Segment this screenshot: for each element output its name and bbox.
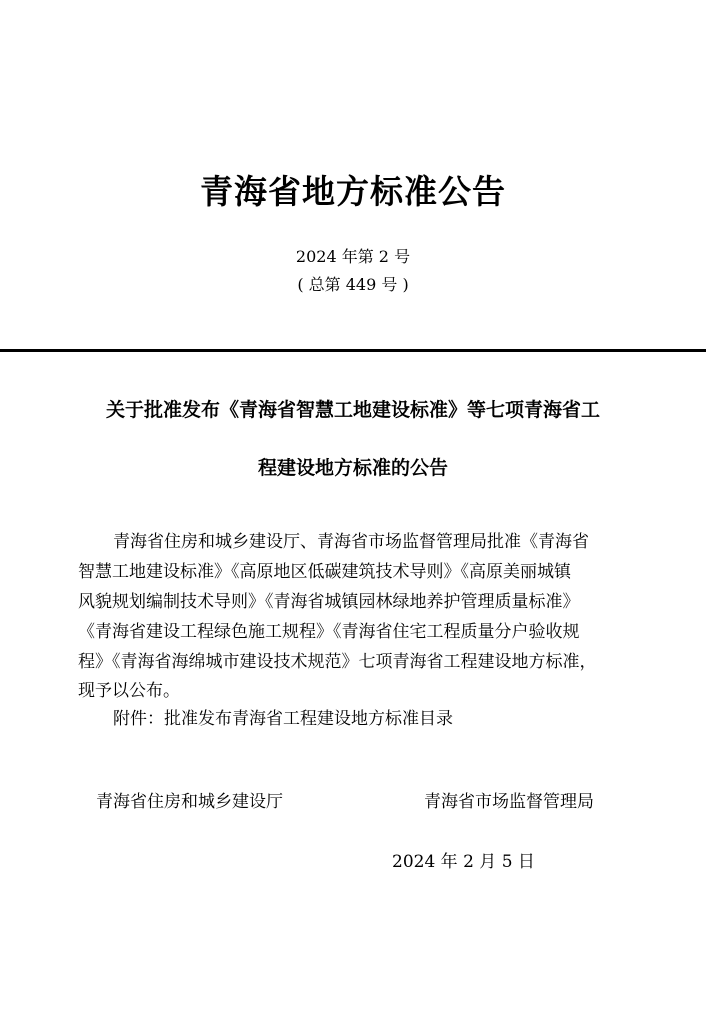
notice-title-line-2: 程建设地方标准的公告	[257, 457, 448, 479]
body-line-1: 青海省住房和城乡建设厅、青海省市场监督管理局批准《青海省	[113, 532, 589, 552]
header-divider	[0, 349, 706, 352]
signer-housing-department: 青海省住房和城乡建设厅	[96, 792, 283, 812]
body-line-2: 智慧工地建设标准》《高原地区低碳建筑技术导则》《高原美丽城镇	[78, 562, 571, 582]
document-title: 青海省地方标准公告	[200, 172, 506, 211]
attachment-line: 附件：批准发布青海省工程建设地方标准目录	[113, 709, 453, 729]
body-line-5: 程》《青海省海绵城市建设技术规范》七项青海省工程建设地方标准，	[78, 652, 597, 672]
body-line-6: 现予以公布。	[78, 681, 180, 701]
issue-date: 2024 年 2 月 5 日	[392, 852, 535, 872]
issue-number: 2024 年第 2 号	[295, 247, 411, 266]
body-line-3: 风貌规划编制技术导则》《青海省城镇园林绿地养护管理质量标准》	[78, 592, 580, 612]
body-line-4: 《青海省建设工程绿色施工规程》《青海省住宅工程质量分户验收规	[78, 622, 580, 642]
issue-total-number: ( 总第 449 号 )	[297, 275, 409, 294]
signer-market-regulation-bureau: 青海省市场监督管理局	[424, 792, 594, 812]
notice-title-line-1: 关于批准发布《青海省智慧工地建设标准》等七项青海省工	[105, 399, 600, 421]
